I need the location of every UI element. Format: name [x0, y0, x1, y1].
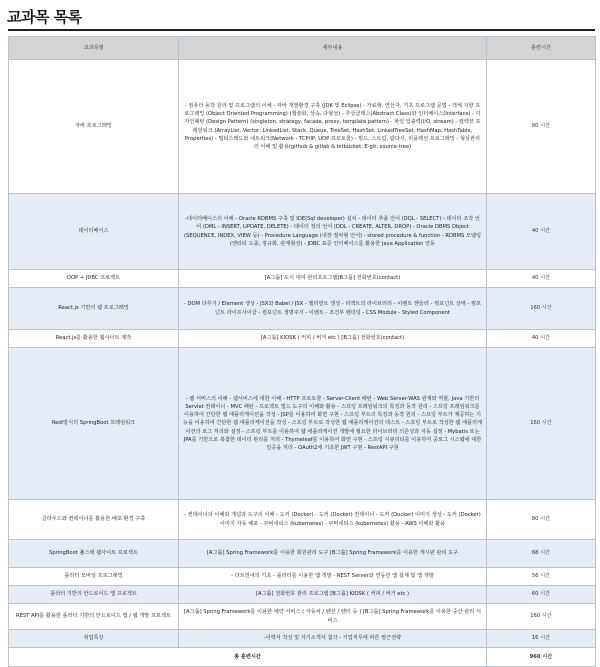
subject-cell: React.js를 활용한 웹사이트 제작	[9, 330, 179, 348]
subject-cell: REST API를 활용한 플러터 기반의 안드로이드 앱 / 웹 개발 프로젝트	[9, 604, 179, 630]
subject-cell: 플러터 모바일 프로그래밍	[9, 568, 179, 586]
curriculum-table	[8, 36, 596, 667]
subject-cell: OOP + JDBC 프로젝트	[9, 270, 179, 288]
detail-cell: -데이터베이스의 이해 - Oracle RDBMS 구축 및 IDE(Sql developer) 설치 - 데이터 추출 언어 (DQL - SELECT) - 데이터 조작 언어 (DML - INSERT, UPDATE, DELETE) - 데이터 정의 언어 (DDL - CREATE, ALTER, DROP) - Oracle DBMS Object (SEQUENCE, INDEX, VIEW 등) - Procedure Language (내장 절차형 언어) - stored procedure & function - RDBMS 모델링 (엔티티 도출, 정규화, 관계형성) - JDBC 표준 인터페이스를 활용한 Java Application 연동	[179, 194, 487, 270]
subject-cell: 클라우드와 컨테이너를 활용한 배포 환경 구축	[9, 500, 179, 540]
hours-cell: 80 시간	[487, 500, 596, 540]
hours-cell: 68 시간	[487, 540, 596, 568]
hours-cell: 160 시간	[487, 604, 596, 630]
table-row	[9, 540, 596, 568]
detail-cell: [A그룹] Spring Framework를 이용한 회원관리 도구 [B그룹] Spring Framework를 이용한 게시판 관리 도구	[179, 540, 487, 568]
subject-cell: 자바 프로그래밍	[9, 60, 179, 194]
detail-cell: - 컨테이너의 이해와 개념과 도구의 이해 - 도커 (Docker) - 도커 (Docker) 컨테이너 - 도커 (Docker) 이미지 생성 - 도커 (Docker) 이미지 자동 배포 - 쿠버네티스 (kubernetes) - 쿠버네티스 (kubernetes) 활용 - AWS 이해와 활용	[179, 500, 487, 540]
subject-cell: React.js 기반의 웹 프로그래밍	[9, 288, 179, 330]
subject-cell: Rest방식의 SpringBoot 프레임워크	[9, 348, 179, 500]
subject-cell: 플러터 기반의 안드로이드 앱 프로젝트	[9, 586, 179, 604]
hours-cell: 80 시간	[487, 60, 596, 194]
table-row	[9, 270, 596, 288]
table-row	[9, 330, 596, 348]
detail-cell: - 다트언어의 기초 - 플러터를 이용한 앱 개발 - REST Server와 연동한 앱 설계 및 앱 개발	[179, 568, 487, 586]
table-row	[9, 586, 596, 604]
hours-cell: 160 시간	[487, 288, 596, 330]
table-row	[9, 630, 596, 648]
hours-cell: 40 시간	[487, 194, 596, 270]
detail-cell: - 컴퓨터 동작 원리 및 프로그램의 이해 - 자바 개발환경 구축 (JDK 및 Eclipse) - 자료형, 연산자, 기초 프로그램 문법 - 객체 지향 프로그래밍 (Object Oriented Programming) (캡슐화, 상속, 다형성) - 추상클래스(Abstract Class)와 인터페이스(Interface) - 디자인패턴 (Design Pattern) (singleton, strategy, facade, proxy, template pattern) - 파일 입출력(I/O, stream) - 컬렉션 프레임워크 (ArrayList, Vector, LinkedList, Stack, Queue, TreeSet, HashSet, LinkedTreeSet, HashMap, HashTable, Properties) - 멀티스레드와 네트워크(Network - TCP/IP, UDP 프로토콜) - 빌드, 스트림, 람다식, 리플렉션 프로그래밍 - 형상관리의 이해 및 활용(github & gitlab & bitbucket, E-git, source-tree)	[179, 60, 487, 194]
header-subject: 교과목명	[9, 37, 179, 60]
table-row	[9, 348, 596, 500]
hours-cell: 56 시간	[487, 568, 596, 586]
hours-cell: 16 시간	[487, 630, 596, 648]
header-hours: 훈련시간	[487, 37, 596, 60]
total-hours: 960 시간	[487, 648, 596, 667]
table-row	[9, 288, 596, 330]
detail-cell: [A그룹] KIOSK ( 커피 / 버거 etc ) [B그룹] 전화번호(contact)	[179, 330, 487, 348]
header-detail: 세부내용	[179, 37, 487, 60]
table-header-row	[9, 37, 596, 60]
table-row	[9, 194, 596, 270]
table-row	[9, 604, 596, 630]
detail-cell: [A그룹] Spring Framework를 이용한 예약 서비스 ( 자동차 / 펜션 / 렌터 등 ) [B그룹] Spring Framework를 이용한 중산 관리 서비스	[179, 604, 487, 630]
total-row	[9, 648, 596, 667]
table-row	[9, 568, 596, 586]
hours-cell: 60 시간	[487, 586, 596, 604]
title-divider	[8, 29, 595, 31]
table-row	[9, 60, 596, 194]
table-row	[9, 500, 596, 540]
detail-cell: - DOM 다루기 / Element 생성 - JSX와 Babel / JSX - 엘리먼트 생성 - 리액트의 라이브러리 - 이벤트 핸들러 - 컴포넌트 상태 - 컴포넌트 라이프사이클 - 컴포넌트 생명주기 - 이벤트 - 조건부 렌더링 - CSS Module - Styled Component	[179, 288, 487, 330]
detail-cell: -이력서 작성 및 자기소개서 첨삭 - 기업직무에 따른 컴근전략	[179, 630, 487, 648]
subject-cell: 데이터베이스	[9, 194, 179, 270]
hours-cell: 40 시간	[487, 330, 596, 348]
total-label: 총 훈련시간	[9, 648, 487, 667]
detail-cell: [A그룹] 전화번호 관리 프로그램 [B그룹] KIOSK ( 커피 / 버거 etc )	[179, 586, 487, 604]
subject-cell: 취업특강	[9, 630, 179, 648]
page-title: 교과목 목록	[7, 8, 82, 26]
hours-cell: 40 시간	[487, 270, 596, 288]
hours-cell: 160 시간	[487, 348, 596, 500]
detail-cell: - 웹 서비스의 이해 - 웹서비스에 대한 이해 - HTTP 프로토콜 - Server-Client 패턴 - Web Server-WAS 관계와 역할, Java 기반의 Servlet 컨테이너 - MVC 패턴 - 프로젝트 빌드 도구의 이해와 활용 - 스프링 프레임워크의 특징과 동작 원리 - 스프링 프레임워크를 이용하여 간단한 웹 애플리케이션을 작성 - JSP를 이용하여 화면 구현 - 스프링 부트의 특징과 동작 원리 - 스프링 부트가 제공하는 기능을 이용하여 간단한 웹 애플리케이션을 작성 - 스프링 부트로 작성한 웹 애플리케이션의 테스트 - 스프링 부트로 작성한 웹 애플리케이션의 로그 처리와 설정 - 스프링 부트를 이용하여 웹 애플리케이션 개발에 필요한 라이브러리 의존성과 자동 설정 - Mybatis 또는 JPA를 기반으로 복잡한 데이터 관리를 처리 - Thymeleaf를 이용하여 화면 구현 - 스프링 시큐리티를 이용하여 공로그 시스템에 대한 인증을 처리 - OAuth2에 기초한 JWT 구현 - RestAPI 구현	[179, 348, 487, 500]
detail-cell: [A그룹] 도서 대여 관리프로그램[B그룹] 전화번호(contact)	[179, 270, 487, 288]
subject-cell: SpringBoot 풀스택 웹사이트 프로젝트	[9, 540, 179, 568]
